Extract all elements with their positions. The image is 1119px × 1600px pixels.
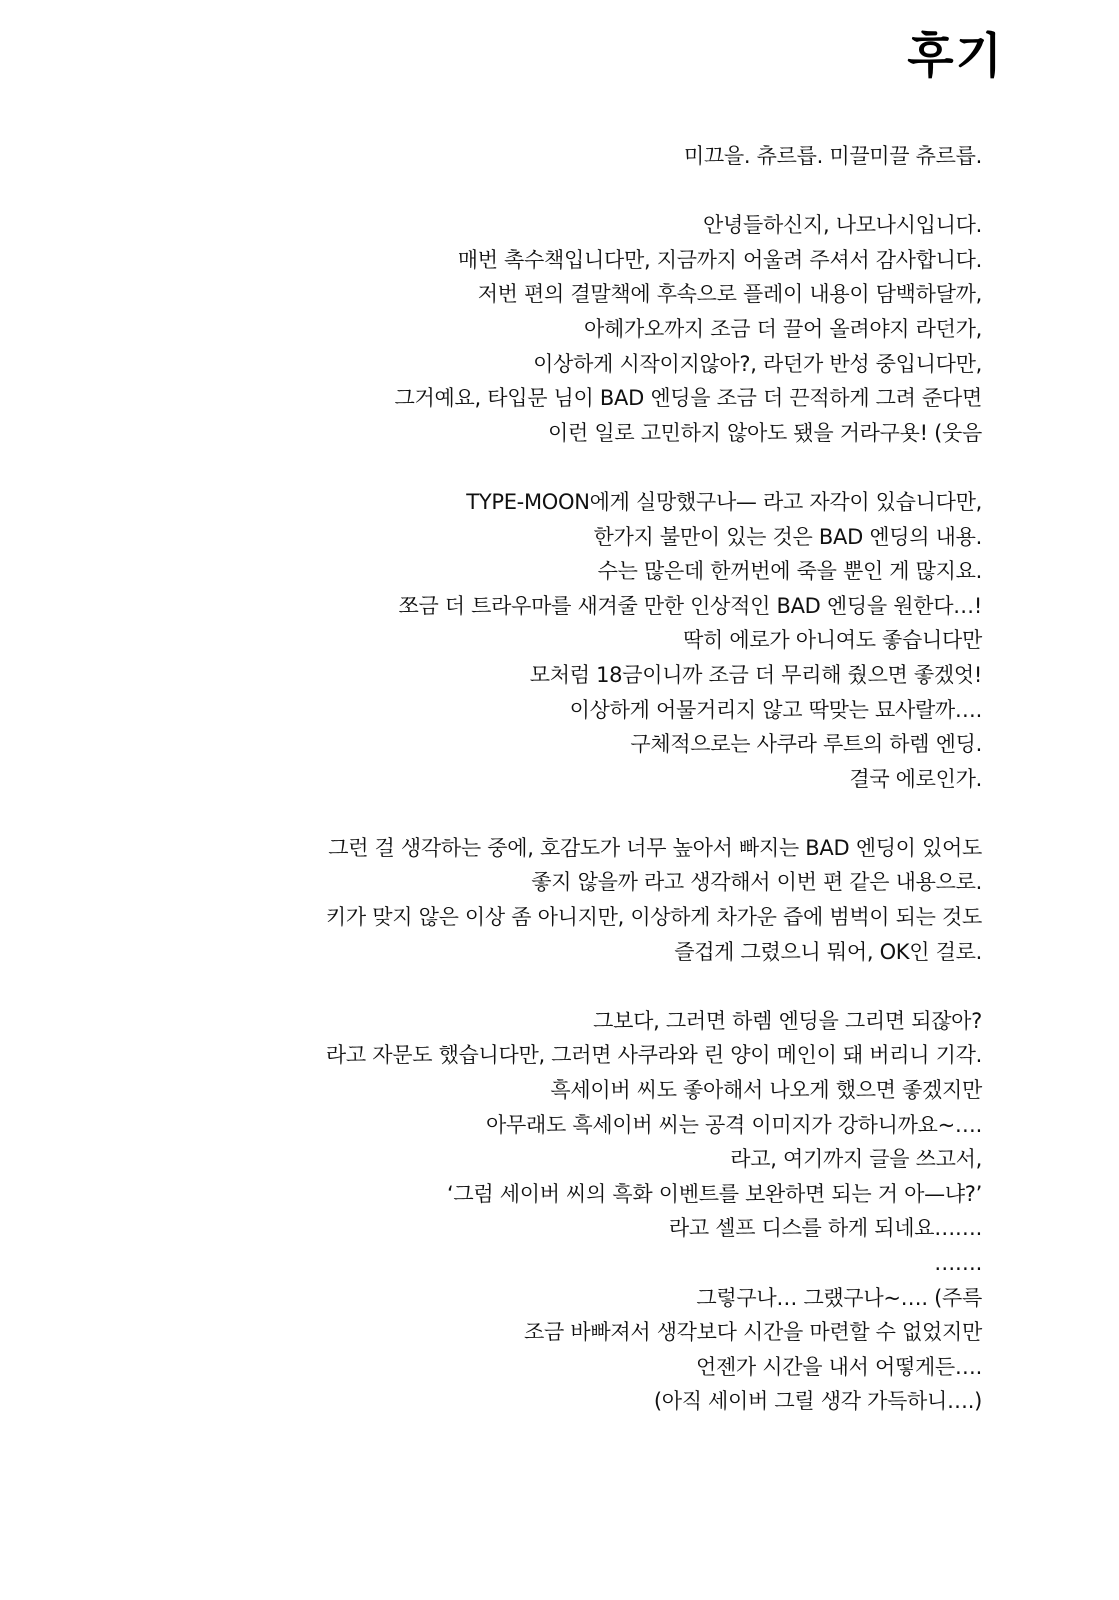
text-line: (아직 세이버 그릴 생각 가득하니….) [653,1389,982,1414]
text-line: 언젠가 시간을 내서 어떻게든…. [695,1354,982,1379]
paragraph-gap [82,796,982,831]
text-line: 쪼금 더 트라우마를 새겨줄 만한 인상적인 BAD 엔딩을 원한다…! [398,593,982,618]
text-line: 라고 자문도 했습니다만, 그러면 사쿠라와 린 양이 메인이 돼 버리니 기각. [325,1043,982,1068]
text-line: 그렇구나… 그랬구나~…. (주륵 [696,1285,982,1310]
page-title: 후기 [907,28,1004,84]
text-line: 수는 많은데 한꺼번에 죽을 뿐인 게 많지요. [597,559,982,584]
text-line: 이상하게 어물거리지 않고 딱맞는 묘사랄까…. [569,697,982,722]
text-line: 이런 일로 고민하지 않아도 됐을 거라구욧! (웃음 [548,420,982,445]
paragraph-gap [82,450,982,485]
text-line: 그거예요, 타입문 님이 BAD 엔딩을 조금 더 끈적하게 그려 준다면 [394,386,982,411]
text-line: 결국 에로인가. [849,766,982,791]
text-line: 즐겁게 그렸으니 뭐어, OK인 걸로. [674,939,982,964]
text-line: 그보다, 그러면 하렘 엔딩을 그리면 되잖아? [593,1008,982,1033]
text-line: 아헤가오까지 조금 더 끌어 올려야지 라던가, [584,316,982,341]
paragraph-gap [82,969,982,1004]
text-line: 그런 걸 생각하는 중에, 호감도가 너무 높아서 빠지는 BAD 엔딩이 있어도 [328,835,982,860]
text-line: 라고 셀프 디스를 하게 되네요……. [668,1216,982,1241]
text-line: 좋지 않을까 라고 생각해서 이번 편 같은 내용으로. [531,870,982,895]
text-line: 구체적으로는 사쿠라 루트의 하렘 엔딩. [630,732,982,757]
text-line: ……. [934,1251,982,1275]
text-line: TYPE-MOON에게 실망했구나— 라고 자각이 있습니다만, [466,489,982,514]
text-line: 매번 촉수책입니다만, 지금까지 어울려 주셔서 감사합니다. [457,247,982,272]
text-line: 모처럼 18금이니까 조금 더 무리해 줬으면 좋겠엇! [529,662,982,687]
text-line: 안녕들하신지, 나모나시입니다. [703,213,982,238]
text-line: 흑세이버 씨도 좋아해서 나오게 했으면 좋겠지만 [550,1078,982,1103]
paragraph-gap [82,174,982,209]
afterword-body [82,139,982,1419]
text-line: 이상하게 시작이지않아?, 라던가 반성 중입니다만, [533,351,982,376]
text-line: 라고, 여기까지 글을 쓰고서, [730,1147,982,1172]
text-line: 키가 맞지 않은 이상 좀 아니지만, 이상하게 차가운 즙에 범벅이 되는 것도 [325,905,982,930]
text-line: 딱히 에로가 아니여도 좋습니다만 [683,628,982,653]
text-line: ‘그럼 세이버 씨의 흑화 이벤트를 보완하면 되는 거 아—냐?’ [447,1181,982,1206]
text-line: 아무래도 흑세이버 씨는 공격 이미지가 강하니까요~…. [486,1112,982,1137]
text-line: 조금 바빠져서 생각보다 시간을 마련할 수 없었지만 [524,1320,982,1345]
text-line: 한가지 불만이 있는 것은 BAD 엔딩의 내용. [593,524,982,549]
text-line: 저번 편의 결말책에 후속으로 플레이 내용이 담백하달까, [477,282,982,307]
text-line: 미끄을. 츄르릅. 미끌미끌 츄르릅. [683,144,982,168]
